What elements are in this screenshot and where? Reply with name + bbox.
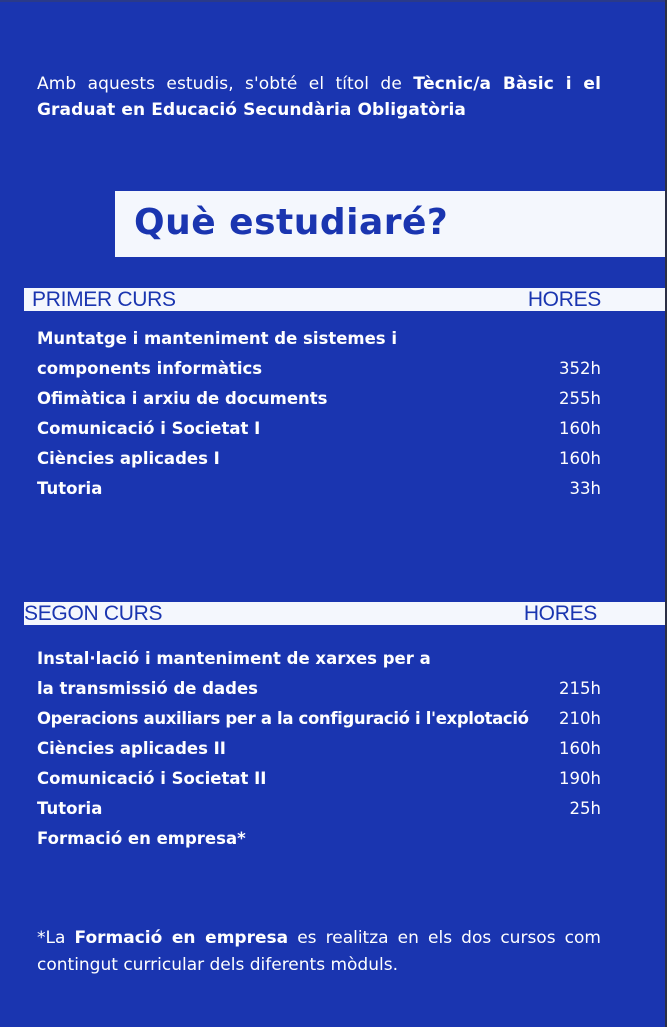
course-hours: 255h xyxy=(559,389,601,408)
second-year-hours-label: HORES xyxy=(523,602,597,625)
course-name: Muntatge i manteniment de sistemes i xyxy=(37,329,398,348)
course-name: Formació en empresa* xyxy=(37,829,246,848)
first-year-header xyxy=(24,288,665,311)
course-row xyxy=(37,384,601,414)
intro-qualification: Tècnic/a Bàsic i el Graduat en Educació Secundària Obligatòria xyxy=(37,74,601,120)
first-year-hours-label: HORES xyxy=(527,288,601,311)
course-hours: 25h xyxy=(569,799,601,818)
first-year-label: PRIMER CURS xyxy=(32,288,176,311)
course-row xyxy=(37,354,601,384)
course-name: Ofimàtica i arxiu de documents xyxy=(37,389,328,408)
course-name: Comunicació i Societat I xyxy=(37,419,261,438)
course-row xyxy=(37,414,601,444)
course-name: Operacions auxiliars per a la configuració i l'explotació xyxy=(37,709,529,728)
course-row xyxy=(37,824,601,854)
top-border xyxy=(0,0,667,2)
course-row xyxy=(37,444,601,474)
course-name: Tutoria xyxy=(37,479,103,498)
course-row xyxy=(37,324,601,354)
course-name: Ciències aplicades II xyxy=(37,739,226,758)
course-hours: 160h xyxy=(559,449,601,468)
course-row xyxy=(37,644,601,674)
course-name: la transmissió de dades xyxy=(37,679,259,698)
course-hours: 215h xyxy=(559,679,601,698)
course-row xyxy=(37,674,601,704)
footnote-prefix: *La xyxy=(37,928,75,948)
title-banner xyxy=(115,191,665,257)
course-hours: 210h xyxy=(559,709,601,728)
second-year-course-list xyxy=(37,644,601,854)
course-name: Comunicació i Societat II xyxy=(37,769,267,788)
intro-paragraph xyxy=(37,71,601,123)
course-hours: 352h xyxy=(559,359,601,378)
footnote xyxy=(37,925,601,979)
course-row xyxy=(37,764,601,794)
course-name: components informàtics xyxy=(37,359,263,378)
page-title: Què estudiaré? xyxy=(134,202,449,243)
course-row xyxy=(37,704,601,734)
course-name: Instal·lació i manteniment de xarxes per a xyxy=(37,649,431,668)
course-row xyxy=(37,794,601,824)
second-year-label: SEGON CURS xyxy=(24,602,163,625)
course-hours: 160h xyxy=(559,739,601,758)
course-row xyxy=(37,474,601,504)
course-name: Ciències aplicades I xyxy=(37,449,220,468)
footnote-bold: Formació en empresa xyxy=(74,928,289,948)
course-row xyxy=(37,734,601,764)
course-hours: 160h xyxy=(559,419,601,438)
first-year-course-list xyxy=(37,324,601,504)
intro-text: Amb aquests estudis, s'obté el títol de xyxy=(37,74,414,94)
footnote-suffix: es realitza en els dos cursos com contingut curricular dels diferents mòduls. xyxy=(37,928,601,975)
course-hours: 33h xyxy=(569,479,601,498)
course-hours: 190h xyxy=(559,769,601,788)
second-year-header xyxy=(24,602,665,625)
course-name: Tutoria xyxy=(37,799,103,818)
